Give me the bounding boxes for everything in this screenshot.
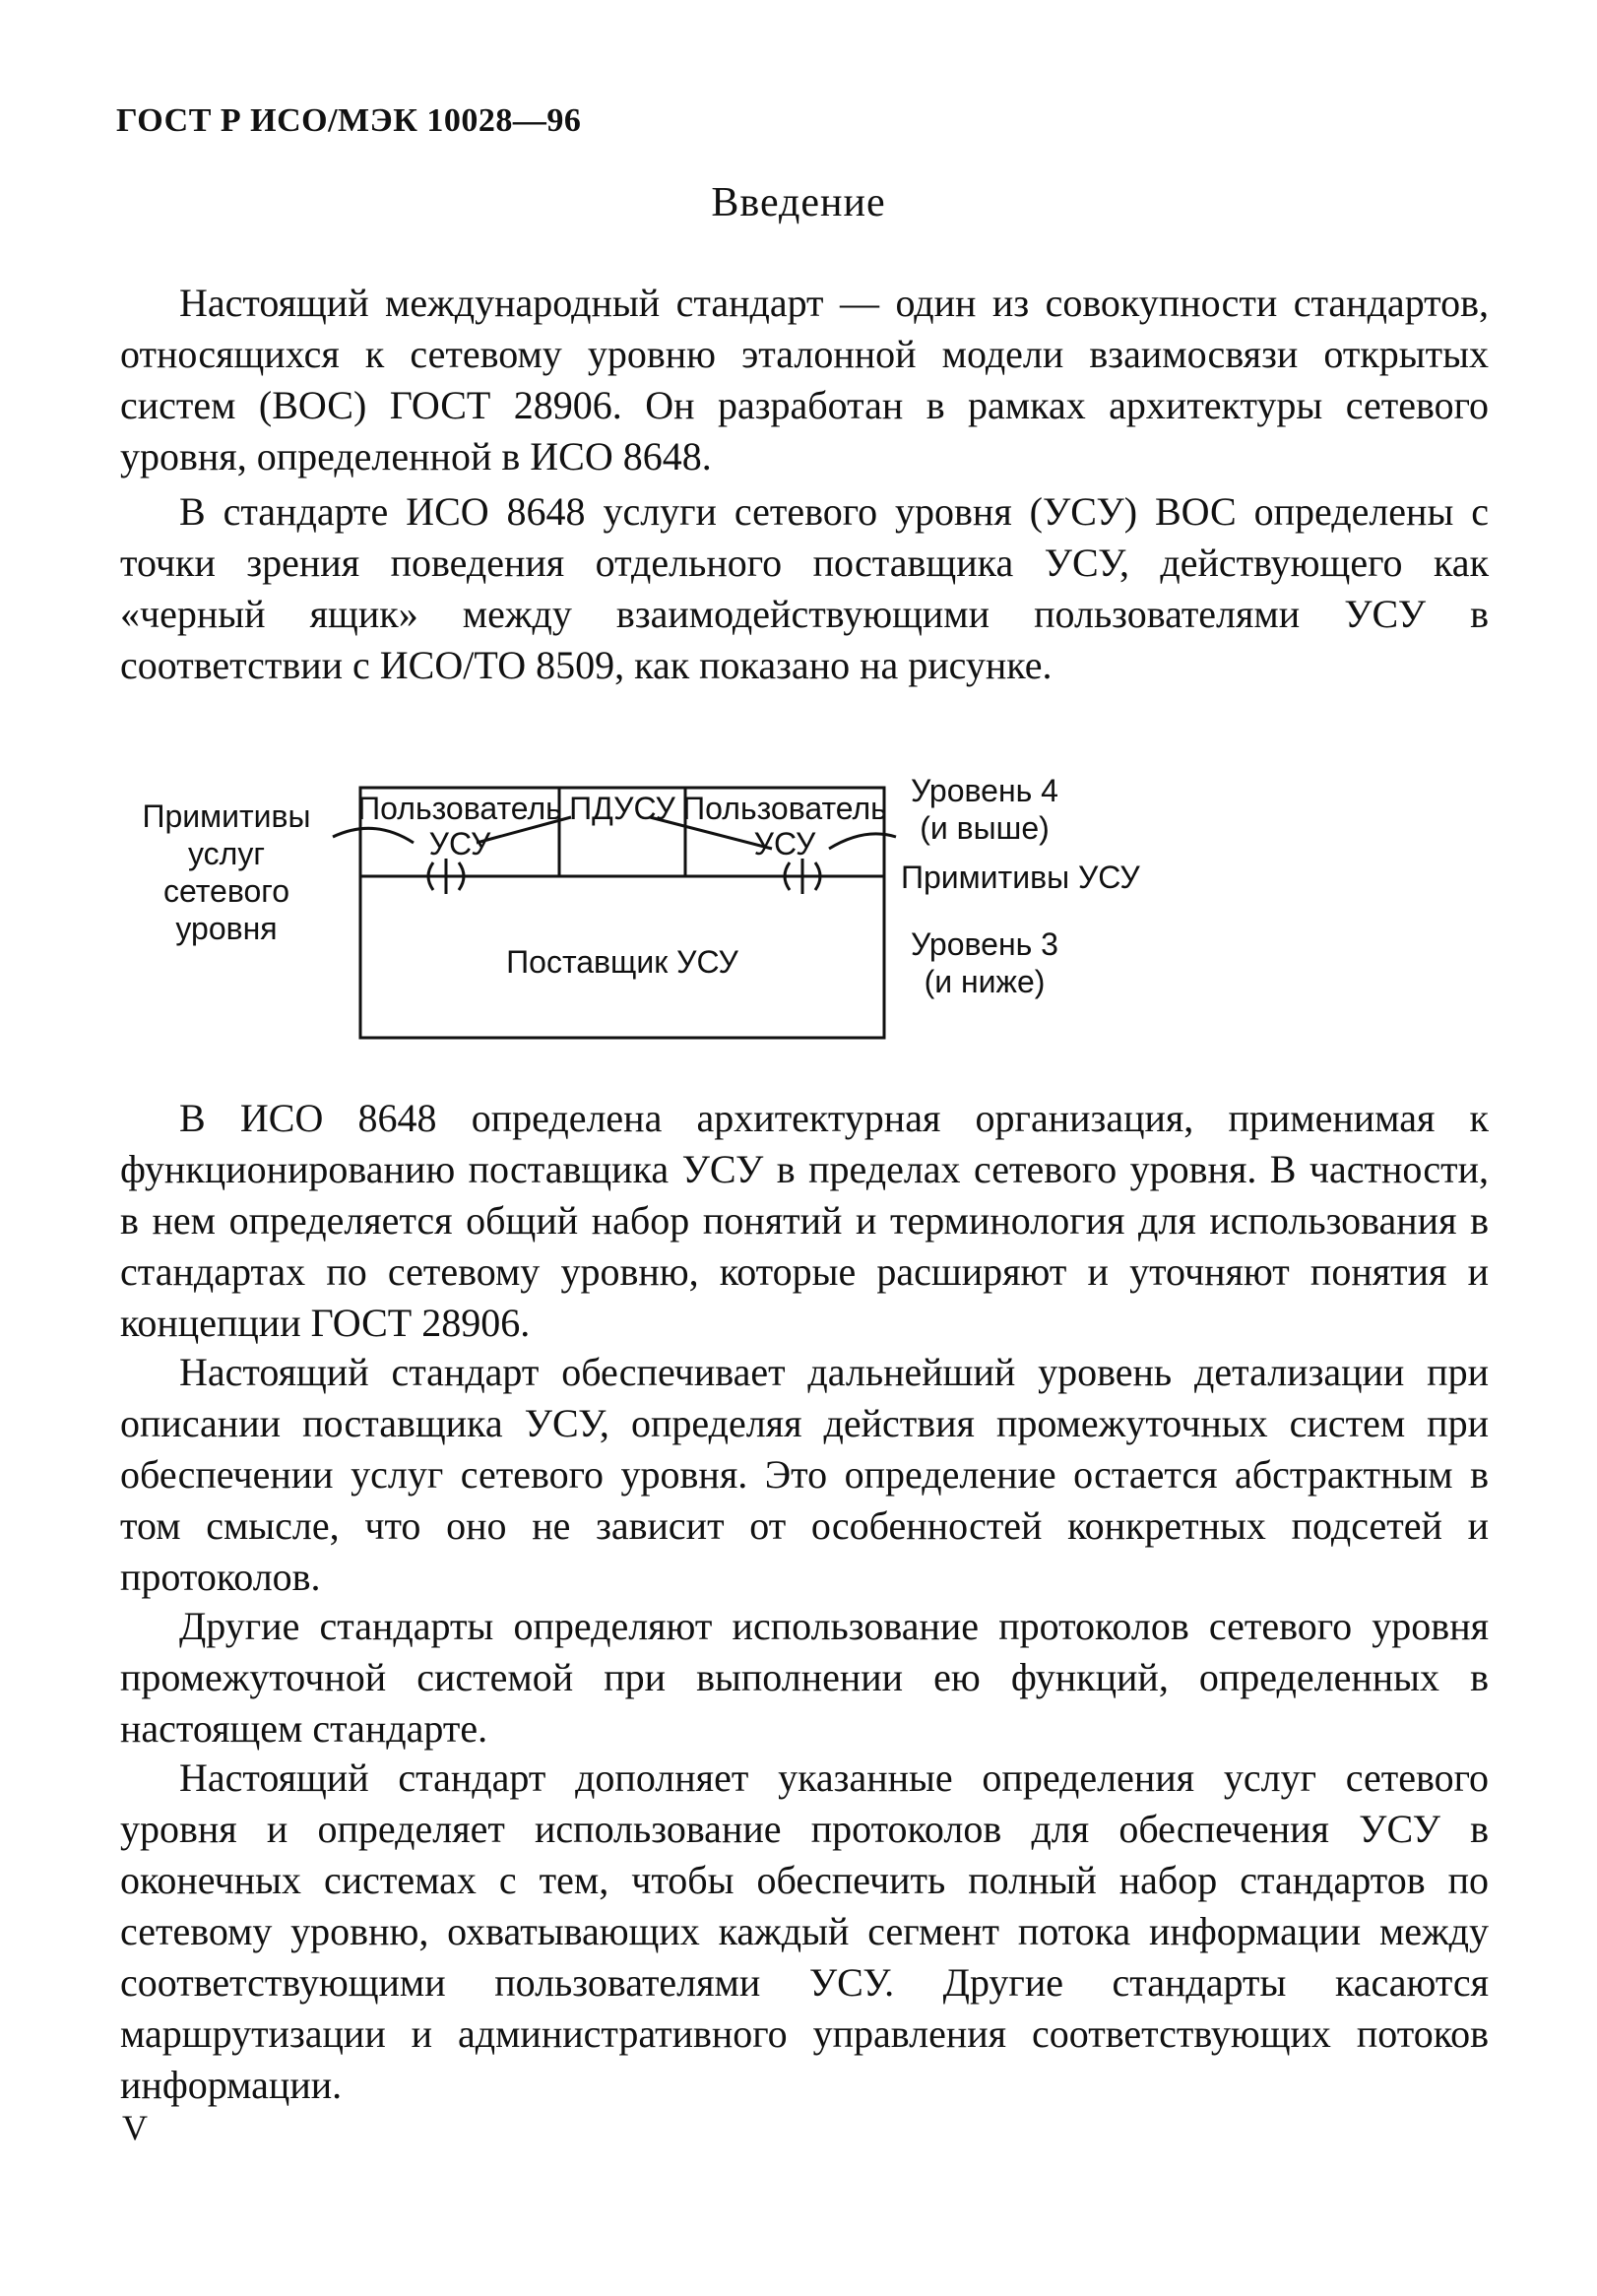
- paragraph-4: Настоящий стандарт обеспечивает дальнейший уровень детализации при описании поставщика УСУ, определяя действия промежуточных систем при обеспечении услуг сетевого уровня. Это определение остается абстрактным в том смысле, что оно не зависит от особенностей конкретных подсетей и протоколов.: [120, 1350, 1489, 1599]
- provider-label: Поставщик УСУ: [506, 944, 738, 980]
- document-header: ГОСТ Р ИСО/МЭК 10028—96: [116, 102, 582, 139]
- protocol-label: ПДУСУ: [569, 791, 675, 826]
- paragraph-1: Настоящий международный стандарт — один из совокупности стандартов, относящихся к сетевому уровню эталонной модели взаимосвязи открытых систем (ВОС) ГОСТ 28906. Он разработан в рамках архитектуры сетевого уровня, определенной в ИСО 8648.: [120, 281, 1489, 478]
- paragraph-5: Другие стандарты определяют использование протоколов сетевого уровня промежуточной системой при выполнении ею функций, определенных в настоящем стандарте.: [120, 1604, 1489, 1751]
- right-level4-line-1: Уровень 4: [911, 773, 1058, 808]
- leader-right-primitives: [829, 834, 896, 849]
- paragraph-3: В ИСО 8648 определена архитектурная организация, применимая к функционированию поставщика УСУ в пределах сетевого уровня. В частности, в нем определяется общий набор понятий и терминология для использования в стандартах по сетевому уровню, которые расширяют и уточняют понятия и концепции ГОСТ 28906.: [120, 1096, 1489, 1345]
- left-label-line-2: услуг: [188, 836, 265, 871]
- left-label-line-3: сетевого: [162, 873, 290, 909]
- leader-left-label: [333, 828, 414, 843]
- right-primitives-label: Примитивы УСУ: [901, 860, 1140, 895]
- section-title: Введение: [711, 180, 886, 225]
- user-left-line-1: Пользователь: [357, 791, 562, 826]
- paragraph-2: В стандарте ИСО 8648 услуги сетевого уровня (УСУ) ВОС определены с точки зрения поведения отдельного поставщика УСУ, действующего как «черный ящик» между взаимодействующими пользователями УСУ в соответствии с ИСО/ТО 8509, как показано на рисунке.: [120, 489, 1489, 687]
- user-left-line-2: УСУ: [428, 826, 491, 861]
- network-service-diagram: [118, 768, 1497, 1044]
- right-level4-line-2: (и выше): [920, 810, 1050, 846]
- paragraph-6: Настоящий стандарт дополняет указанные определения услуг сетевого уровня и определяет использование протоколов для обеспечения УСУ в оконечных системах с тем, чтобы обеспечить полный набор стандартов по сетевому уровню, охватывающих каждый сегмент потока информации между соответствующими пользователями УСУ. Другие стандарты касаются маршрутизации и административного управления соответствующих потоков информации.: [120, 1755, 1489, 2107]
- left-label-line-4: уровня: [175, 911, 278, 946]
- page-number: V: [122, 2108, 148, 2147]
- right-level3-line-2: (и ниже): [924, 964, 1046, 999]
- user-right-line-1: Пользователь: [682, 791, 887, 826]
- user-right-line-2: УСУ: [753, 826, 816, 861]
- right-level3-line-1: Уровень 3: [911, 926, 1058, 962]
- left-label-line-1: Примитивы: [142, 798, 311, 834]
